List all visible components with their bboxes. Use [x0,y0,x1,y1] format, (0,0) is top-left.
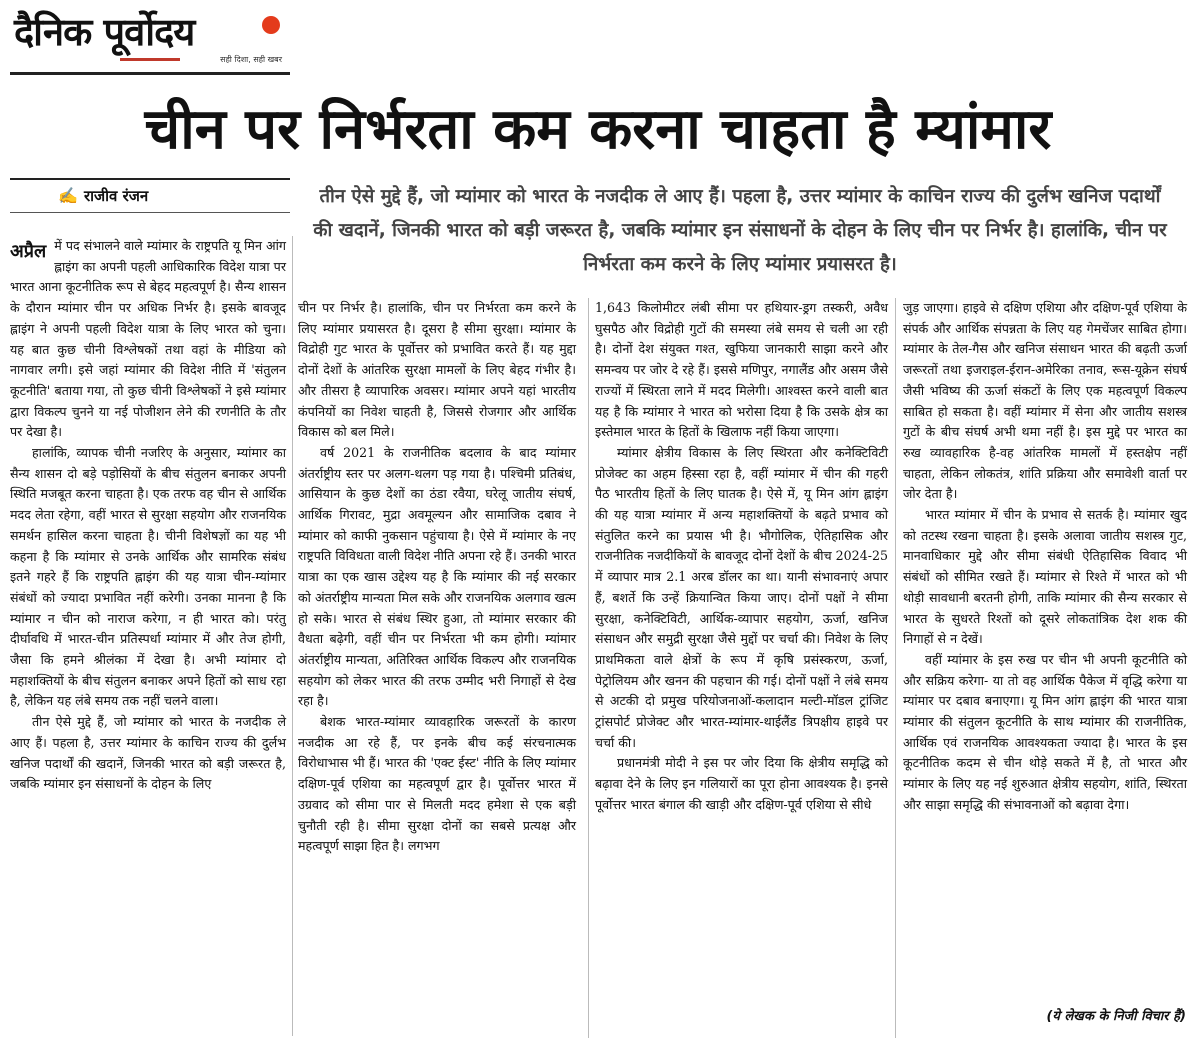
paragraph: 1,643 किलोमीटर लंबी सीमा पर हथियार-ड्रग तस्करी, अवैध घुसपैठ और विद्रोही गुटों की समस्या लंबे समय से चली आ रही है। दोनों देश संयुक्त गश्त, खुफिया जानकारी साझा करने और समन्वय पर जोर दे रहे हैं। इससे मणिपुर, नगालैंड और असम जैसे राज्यों में स्थिरता लाने में मदद मिलेगी। आश्वस्त करने वाली बात यह है कि म्यांमार ने भारत को भरोसा दिया है कि उसके क्षेत्र का इस्तेमाल भारत के हितों के खिलाफ नहीं किया जाएगा। [595,300,888,440]
column-divider [588,298,589,1038]
column-divider [292,236,293,1036]
logo-sun-icon [262,16,280,34]
paragraph: वहीं म्यांमार के इस रुख पर चीन भी अपनी कूटनीति को और सक्रिय करेगा- या तो वह आर्थिक पैकेज में वृद्धि करेगा या म्यांमार पर दबाव बनाएगा। यू मिन आंग ह्लाइंग की भारत यात्रा म्यांमार की संतुलन कूटनीति के साथ म्यांमार की राजनीतिक, आर्थिक एवं राजनयिक आवश्यकता ज्यादा है। भारत के इस कूटनीतिक कदम से चीन थोड़े सकते में है, तो भारत और म्यांमार के लिए यह नई शुरुआत क्षेत्रीय सहयोग, शांति, स्थिरता और साझा समृद्धि की संभावनाओं को बढ़ावा देगा। [903,651,1187,812]
column-divider [895,298,896,1038]
author-byline: राजीव रंजन [84,187,149,205]
paragraph: बेशक भारत-म्यांमार व्यावहारिक जरूरतों के कारण नजदीक आ रहे हैं, पर इनके बीच कई संरचनात्मक विरोधाभास भी हैं। भारत की 'एक्ट ईस्ट' नीति के लिए म्यांमार दक्षिण-पूर्व एशिया का महत्वपूर्ण द्वार है। पूर्वोत्तर भारत में उग्रवाद को सीमा पार से मिलती मदद हमेशा से एक बड़ी चुनौती रही है। सीमा सुरक्षा दोनों का सबसे प्रत्यक्ष और महत्वपूर्ण साझा हित है। लगभग [298,714,576,854]
pen-icon: ✍ [58,186,78,205]
masthead-tagline: सही दिशा, सही खबर [220,55,282,64]
paragraph: तीन ऐसे मुद्दे हैं, जो म्यांमार को भारत के नजदीक ले आए हैं। पहला है, उत्तर म्यांमार के काचिन राज्य की दुर्लभ खनिज पदार्थों की खदानें, जिनकी भारत को बड़ी जरूरत है, जबकि म्यांमार इन संसाधनों के दोहन के लिए [10,714,286,792]
byline-bottom-rule [10,212,290,213]
paragraph-text: में पद संभालने वाले म्यांमार के राष्ट्रपति यू मिन आंग ह्लाइंग का अपनी पहली आधिकारिक विदेश यात्रा पर भारत आना कूटनीतिक रूप से बेहद महत्वपूर्ण है। सैन्य शासन के दौरान म्यांमार चीन पर अधिक निर्भर है। इसके बावजूद ह्लाइंग ने अपनी पहली विदेश यात्रा के लिए भारत को चुना। यह बात कुछ चीनी विश्लेषकों तथा वहां के मीडिया को नागवार लगी। इसे जहां म्यांमार की विदेश नीति में 'संतुलन कूटनीति' बताया गया, तो कुछ चीनी विश्लेषकों ने इसे म्यांमार द्वारा विकल्प चुनने या नई पोजीशन लेने की रणनीति के तौर पर देखा है। [10,238,286,440]
paragraph: हालांकि, व्यापक चीनी नजरिए के अनुसार, म्यांमार का सैन्य शासन दो बड़े पड़ोसियों के बीच संतुलन बनाकर अपनी स्थिति मजबूत करना चाहता है। एक तरफ वह चीन से आर्थिक मदद लेता रहेगा, वहीं भारत से सुरक्षा सहयोग और राजनयिक समर्थन हासिल करना चाहता है। चीनी विशेषज्ञों का यह भी कहना है कि म्यांमार से उनके आर्थिक और सामरिक संबंध इतने गहरे हैं कि राष्ट्रपति ह्लाइंग की यह यात्रा चीन-म्यांमार संबंधों को ज्यादा प्रभावित नहीं करेगी। उनका मानना है कि म्यांमार न चीन को नाराज करेगा, न ही भारत को। परंतु दीर्घावधि में भारत-चीन प्रतिस्पर्धा म्यांमार में और तेज होगी, जैसा कि हमने श्रीलंका में देखा है। अभी म्यांमार दो महाशक्तियों के बीच संतुलन बनाकर अपने हितों को साध रहा है, लेकिन यह लंबे समय तक नहीं चलने वाला। [10,445,286,709]
paragraph: प्रधानमंत्री मोदी ने इस पर जोर दिया कि क्षेत्रीय समृद्धि को बढ़ावा देने के लिए इन गलियारों का पूरा होना आवश्यक है। इनसे पूर्वोत्तर भारत बंगाल की खाड़ी और दक्षिण-पूर्व एशिया से सीधे [595,755,888,812]
article-headline: चीन पर निर्भरता कम करना चाहता है म्यांमार [144,97,1052,162]
article-column-3 [595,298,888,816]
paragraph: वर्ष 2021 के राजनीतिक बदलाव के बाद म्यांमार अंतर्राष्ट्रीय स्तर पर अलग-थलग पड़ गया है। पश्चिमी प्रतिबंध, आसियान के कुछ देशों का ठंडा रवैया, घरेलू जातीय संघर्ष, आर्थिक गिरावट, मुद्रा अवमूल्यन और सामाजिक दबाव ने म्यांमार को काफी नुकसान पहुंचाया है। ऐसे में म्यांमार के नए राष्ट्रपति विविधता वाली विदेश नीति अपना रहे हैं। उनकी भारत यात्रा का एक खास उद्देश्य यह है कि म्यांमार की नई सरकार को अंतर्राष्ट्रीय मान्यता मिल सके और राजनयिक अलगाव खत्म हो सके। भारत से संबंध स्थिर हुआ, तो म्यांमार सरकार की वैधता बढ़ेगी, वहीं चीन पर निर्भरता भी कम होगी। म्यांमार अंतर्राष्ट्रीय मान्यता, अतिरिक्त आर्थिक विकल्प और राजनयिक सहयोग को लेकर भारत की तरफ उम्मीद भरी निगाहों से देख रहा है। [298,444,576,709]
masthead-accent [120,58,180,61]
newspaper-logo: दैनिक पूर्वोदय [14,10,195,54]
paragraph: जुड़ जाएगा। हाइवे से दक्षिण एशिया और दक्षिण-पूर्व एशिया के संपर्क और आर्थिक संपन्नता के लिए यह गेमचेंजर साबित होगा। म्यांमार के तेल-गैस और खनिज संसाधन भारत की बढ़ती ऊर्जा जरूरतों तथा इजराइल-ईरान-अमेरिका तनाव, रूस-यूक्रेन संघर्ष जैसी भविष्य की ऊर्जा संकटों के लिए एक महत्वपूर्ण विकल्प साबित हो सकता है। वहीं म्यांमार में सेना और जातीय सशस्त्र गुटों के बीच संघर्ष अभी थमा नहीं है। इस मुद्दे पर भारत का रुख व्यावहारिक है-वह आंतरिक मामलों में हस्तक्षेप नहीं चाहता, लेकिन लोकतंत्र, शांति प्रक्रिया और समावेशी वार्ता पर जोर देता है। [903,300,1187,502]
paragraph: म्यांमार क्षेत्रीय विकास के लिए स्थिरता और कनेक्टिविटी प्रोजेक्ट का अहम हिस्सा रहा है, वहीं म्यांमार में चीन की गहरी पैठ भारतीय हितों के लिए घातक है। ऐसे में, यू मिन आंग ह्लाइंग की यह यात्रा म्यांमार में अन्य महाशक्तियों के बढ़ते प्रभाव को संतुलित करने का प्रयास भी है। भौगोलिक, ऐतिहासिक और राजनीतिक नजदीकियों के बावजूद दोनों देशों के बीच 2024-25 में व्यापार मात्र 2.1 अरब डॉलर का था। यानी संभावनाएं अपार हैं, बशर्ते कि उन्हें क्रियान्वित किया जाए। दोनों पक्षों ने सीमा सुरक्षा, कनेक्टिविटी, आर्थिक-व्यापार सहयोग, ऊर्जा, खनिज संसाधन और समुद्री सुरक्षा जैसे मुद्दों पर चर्चा की। निवेश के लिए प्राथमिकता वाले क्षेत्रों के रूप में कृषि प्रसंस्करण, ऊर्जा, पेट्रोलियम और खनन की पहचान की गई। दोनों पक्षों ने लंबे समय से अटकी दो प्रमुख परियोजनाओं-कलादान मल्टी-मॉडल ट्रांजिट ट्रांसपोर्ट प्रोजेक्ट और भारत-म्यांमार-थाईलैंड त्रिपक्षीय हाइवे पर चर्चा की। [595,444,888,750]
paragraph [10,236,286,443]
article-column-2 [298,298,576,857]
author-disclaimer: (ये लेखक के निजी विचार हैं) [1046,1009,1186,1024]
paragraph: भारत म्यांमार में चीन के प्रभाव से सतर्क है। म्यांमार खुद को तटस्थ रखना चाहता है। इसके अलावा जातीय सशस्त्र गुट, मानवाधिकार मुद्दे और सीमा संबंधी ऐतिहासिक विवाद भी संबंधों को सीमित रखते हैं। म्यांमार से रिश्ते में भारत को भी थोड़ी सावधानी बरतनी होगी, ताकि म्यांमार की सैन्य सरकार से भारत के सुधरते रिश्तों को दूसरे लोकतांत्रिक देश शक की निगाहों से न देखें। [903,507,1187,647]
byline-top-rule [10,178,290,180]
pull-quote: तीन ऐसे मुद्दे हैं, जो म्यांमार को भारत के नजदीक ले आए हैं। पहला है, उत्तर म्यांमार के काचिन राज्य की दुर्लभ खनिज पदार्थों की खदानें, जिनकी भारत को बड़ी जरूरत है, जबकि म्यांमार इन संसाधनों के दोहन के लिए चीन पर निर्भर है। हालांकि, चीन पर निर्भरता कम करने के लिए म्यांमार प्रयासरत है। [313,186,1167,275]
article-column-4 [903,298,1187,816]
masthead [10,6,290,75]
drop-word: अप्रैल [10,241,47,262]
article-column-1 [10,236,286,795]
paragraph: चीन पर निर्भर है। हालांकि, चीन पर निर्भरता कम करने के लिए म्यांमार प्रयासरत है। दूसरा है सीमा सुरक्षा। म्यांमार के विद्रोही गुट भारत के पूर्वोत्तर को प्रभावित करते हैं। यह मुद्दा दोनों देशों के आंतरिक सुरक्षा मामलों के लिए बेहद गंभीर है। और तीसरा है व्यापारिक अवसर। म्यांमार अपने यहां भारतीय कंपनियों का निवेश चाहती है, जिससे रोजगार और आर्थिक विकास को बल मिले। [298,300,576,440]
